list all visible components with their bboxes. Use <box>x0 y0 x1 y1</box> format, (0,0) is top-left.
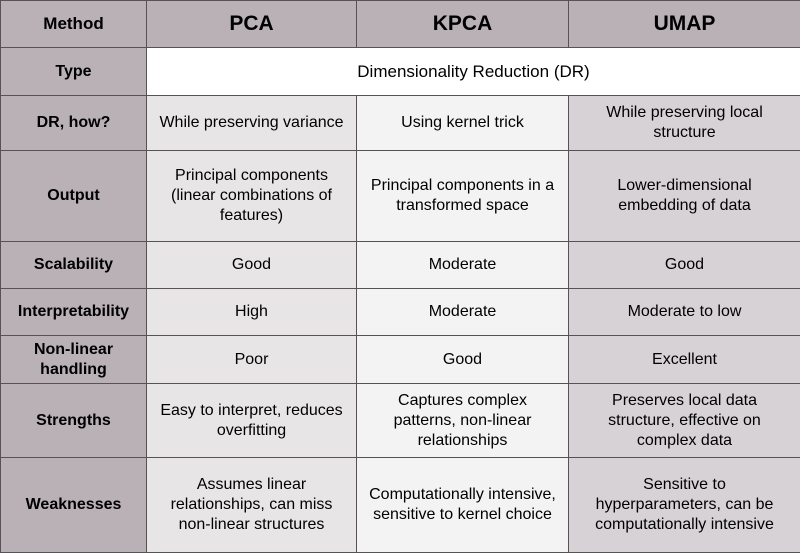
row-label: Non-linear handling <box>1 336 147 384</box>
cell-kpca: Moderate <box>357 242 569 289</box>
row-label: Strengths <box>1 384 147 458</box>
type-row <box>1 48 800 96</box>
cell-pca: Good <box>147 242 357 289</box>
cell-umap: Preserves local data structure, effective on complex data <box>569 384 800 458</box>
table-row <box>1 384 800 458</box>
row-label: Output <box>1 151 147 242</box>
cell-umap: Good <box>569 242 800 289</box>
table-row <box>1 289 800 336</box>
row-label: Interpretability <box>1 289 147 336</box>
cell-pca: Easy to interpret, reduces overfitting <box>147 384 357 458</box>
cell-kpca: Principal components in a transformed space <box>357 151 569 242</box>
table-row <box>1 336 800 384</box>
header-row <box>1 1 800 48</box>
cell-pca: While preserving variance <box>147 96 357 151</box>
cell-kpca: Computationally intensive, sensitive to kernel choice <box>357 458 569 553</box>
row-label: Scalability <box>1 242 147 289</box>
cell-umap: While preserving local structure <box>569 96 800 151</box>
cell-umap: Lower-dimensional embedding of data <box>569 151 800 242</box>
header-umap: UMAP <box>569 1 800 48</box>
type-value: Dimensionality Reduction (DR) <box>147 48 800 96</box>
cell-pca: Poor <box>147 336 357 384</box>
row-label: Weaknesses <box>1 458 147 553</box>
cell-umap: Sensitive to hyperparameters, can be computationally intensive <box>569 458 800 553</box>
table-row <box>1 96 800 151</box>
cell-umap: Excellent <box>569 336 800 384</box>
cell-kpca: Captures complex patterns, non-linear relationships <box>357 384 569 458</box>
table-row <box>1 151 800 242</box>
table-row <box>1 458 800 553</box>
header-pca: PCA <box>147 1 357 48</box>
cell-kpca: Good <box>357 336 569 384</box>
cell-kpca: Using kernel trick <box>357 96 569 151</box>
cell-pca: Principal components (linear combinations of features) <box>147 151 357 242</box>
cell-kpca: Moderate <box>357 289 569 336</box>
row-label: DR, how? <box>1 96 147 151</box>
cell-pca: Assumes linear relationships, can miss non-linear structures <box>147 458 357 553</box>
cell-pca: High <box>147 289 357 336</box>
cell-umap: Moderate to low <box>569 289 800 336</box>
header-kpca: KPCA <box>357 1 569 48</box>
row-label-type: Type <box>1 48 147 96</box>
table-row <box>1 242 800 289</box>
header-method: Method <box>1 1 147 48</box>
